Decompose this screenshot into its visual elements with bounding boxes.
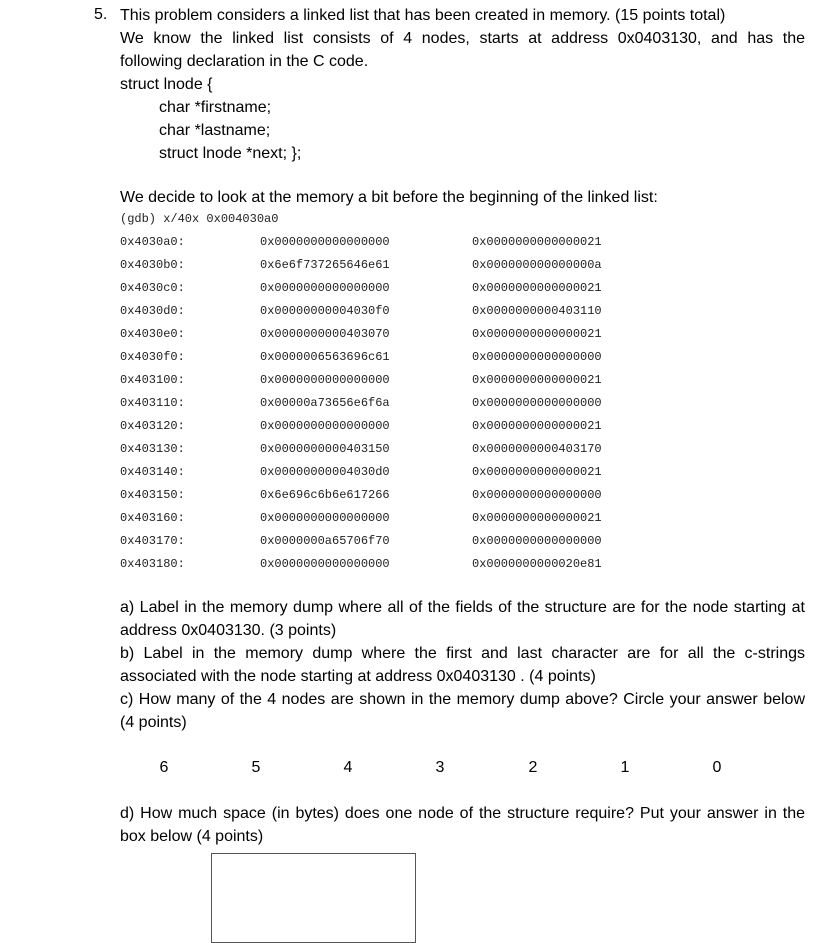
- dump-word-1: 0x0000000000403150: [260, 442, 390, 456]
- dump-word-2: 0x0000000000000021: [472, 235, 602, 249]
- dump-address: 0x403150:: [120, 488, 185, 502]
- dump-row: [120, 234, 640, 257]
- dump-row: [120, 464, 640, 487]
- dump-word-1: 0x0000000000000000: [260, 373, 390, 387]
- dump-word-1: 0x0000000000000000: [260, 557, 390, 571]
- part-a: a) Label in the memory dump where all of the fields of the structure are for the node starting at address 0x0403130. (3 points): [120, 599, 805, 639]
- gdb-command: (gdb) x/40x 0x004030a0: [120, 212, 279, 226]
- dump-word-1: 0x0000000a65706f70: [260, 534, 390, 548]
- dump-row: [120, 556, 640, 579]
- question-number: 5.: [94, 6, 108, 23]
- choice-1[interactable]: 1: [620, 759, 630, 776]
- dump-row: [120, 418, 640, 441]
- dump-address: 0x403140:: [120, 465, 185, 479]
- code-line-firstname: char *firstname;: [159, 99, 272, 116]
- dump-word-2: 0x0000000000000000: [472, 350, 602, 364]
- dump-row: [120, 326, 640, 349]
- dump-row: [120, 280, 640, 303]
- intro-line-2: We know the linked list consists of 4 nodes, starts at address 0x0403130, and has the: [120, 30, 805, 47]
- dump-address: 0x4030a0:: [120, 235, 185, 249]
- dump-word-1: 0x0000000000000000: [260, 419, 390, 433]
- dump-address: 0x4030f0:: [120, 350, 185, 364]
- choice-5[interactable]: 5: [251, 759, 261, 776]
- dump-word-1: 0x0000000000000000: [260, 511, 390, 525]
- dump-word-1: 0x00000000004030d0: [260, 465, 390, 479]
- dump-word-2: 0x0000000000000021: [472, 419, 602, 433]
- dump-word-1: 0x00000000004030f0: [260, 304, 390, 318]
- part-d: d) How much space (in bytes) does one node of the structure require? Put your answer in the box below (4 points): [120, 805, 805, 845]
- dump-row: [120, 257, 640, 280]
- dump-row: [120, 349, 640, 372]
- dump-word-1: 0x0000006563696c61: [260, 350, 390, 364]
- dump-row: [120, 533, 640, 556]
- choice-3[interactable]: 3: [435, 759, 445, 776]
- dump-word-1: 0x0000000000000000: [260, 281, 390, 295]
- part-b: b) Label in the memory dump where the first and last character are for all the c-strings associated with the node starting at address 0x0403130 . (4 points): [120, 645, 805, 685]
- dump-row: [120, 487, 640, 510]
- dump-address: 0x4030d0:: [120, 304, 185, 318]
- dump-address: 0x403170:: [120, 534, 185, 548]
- dump-word-1: 0x00000a73656e6f6a: [260, 396, 390, 410]
- dump-address: 0x4030e0:: [120, 327, 185, 341]
- dump-word-2: 0x0000000000000021: [472, 281, 602, 295]
- dump-word-2: 0x0000000000000021: [472, 511, 602, 525]
- intro-line-3: following declaration in the C code.: [120, 53, 369, 70]
- dump-address: 0x403160:: [120, 511, 185, 525]
- dump-word-2: 0x0000000000000021: [472, 465, 602, 479]
- memory-intro: We decide to look at the memory a bit before the beginning of the linked list:: [120, 189, 658, 206]
- choice-6[interactable]: 6: [159, 759, 169, 776]
- dump-row: [120, 395, 640, 418]
- dump-word-2: 0x0000000000403110: [472, 304, 602, 318]
- dump-word-1: 0x0000000000403070: [260, 327, 390, 341]
- dump-row: [120, 372, 640, 395]
- dump-row: [120, 441, 640, 464]
- dump-address: 0x4030b0:: [120, 258, 185, 272]
- dump-word-1: 0x6e696c6b6e617266: [260, 488, 390, 502]
- dump-row: [120, 303, 640, 326]
- dump-word-1: 0x6e6f737265646e61: [260, 258, 390, 272]
- dump-row: [120, 510, 640, 533]
- dump-word-1: 0x0000000000000000: [260, 235, 390, 249]
- dump-word-2: 0x0000000000000000: [472, 396, 602, 410]
- part-c: c) How many of the 4 nodes are shown in the memory dump above? Circle your answer below (4 points): [120, 691, 805, 731]
- choice-0[interactable]: 0: [712, 759, 722, 776]
- dump-word-2: 0x000000000000000a: [472, 258, 602, 272]
- intro-line-1: This problem considers a linked list that has been created in memory. (15 points total): [120, 7, 726, 24]
- dump-word-2: 0x0000000000403170: [472, 442, 602, 456]
- code-line-next: struct lnode *next; };: [159, 145, 302, 162]
- dump-address: 0x403130:: [120, 442, 185, 456]
- dump-word-2: 0x0000000000000000: [472, 488, 602, 502]
- choice-4[interactable]: 4: [343, 759, 353, 776]
- dump-address: 0x4030c0:: [120, 281, 185, 295]
- dump-word-2: 0x0000000000020e81: [472, 557, 602, 571]
- choice-2[interactable]: 2: [528, 759, 538, 776]
- dump-address: 0x403120:: [120, 419, 185, 433]
- dump-address: 0x403110:: [120, 396, 185, 410]
- dump-word-2: 0x0000000000000000: [472, 534, 602, 548]
- dump-word-2: 0x0000000000000021: [472, 327, 602, 341]
- code-line-struct: struct lnode {: [120, 76, 213, 93]
- dump-word-2: 0x0000000000000021: [472, 373, 602, 387]
- dump-address: 0x403100:: [120, 373, 185, 387]
- code-line-lastname: char *lastname;: [159, 122, 271, 139]
- dump-address: 0x403180:: [120, 557, 185, 571]
